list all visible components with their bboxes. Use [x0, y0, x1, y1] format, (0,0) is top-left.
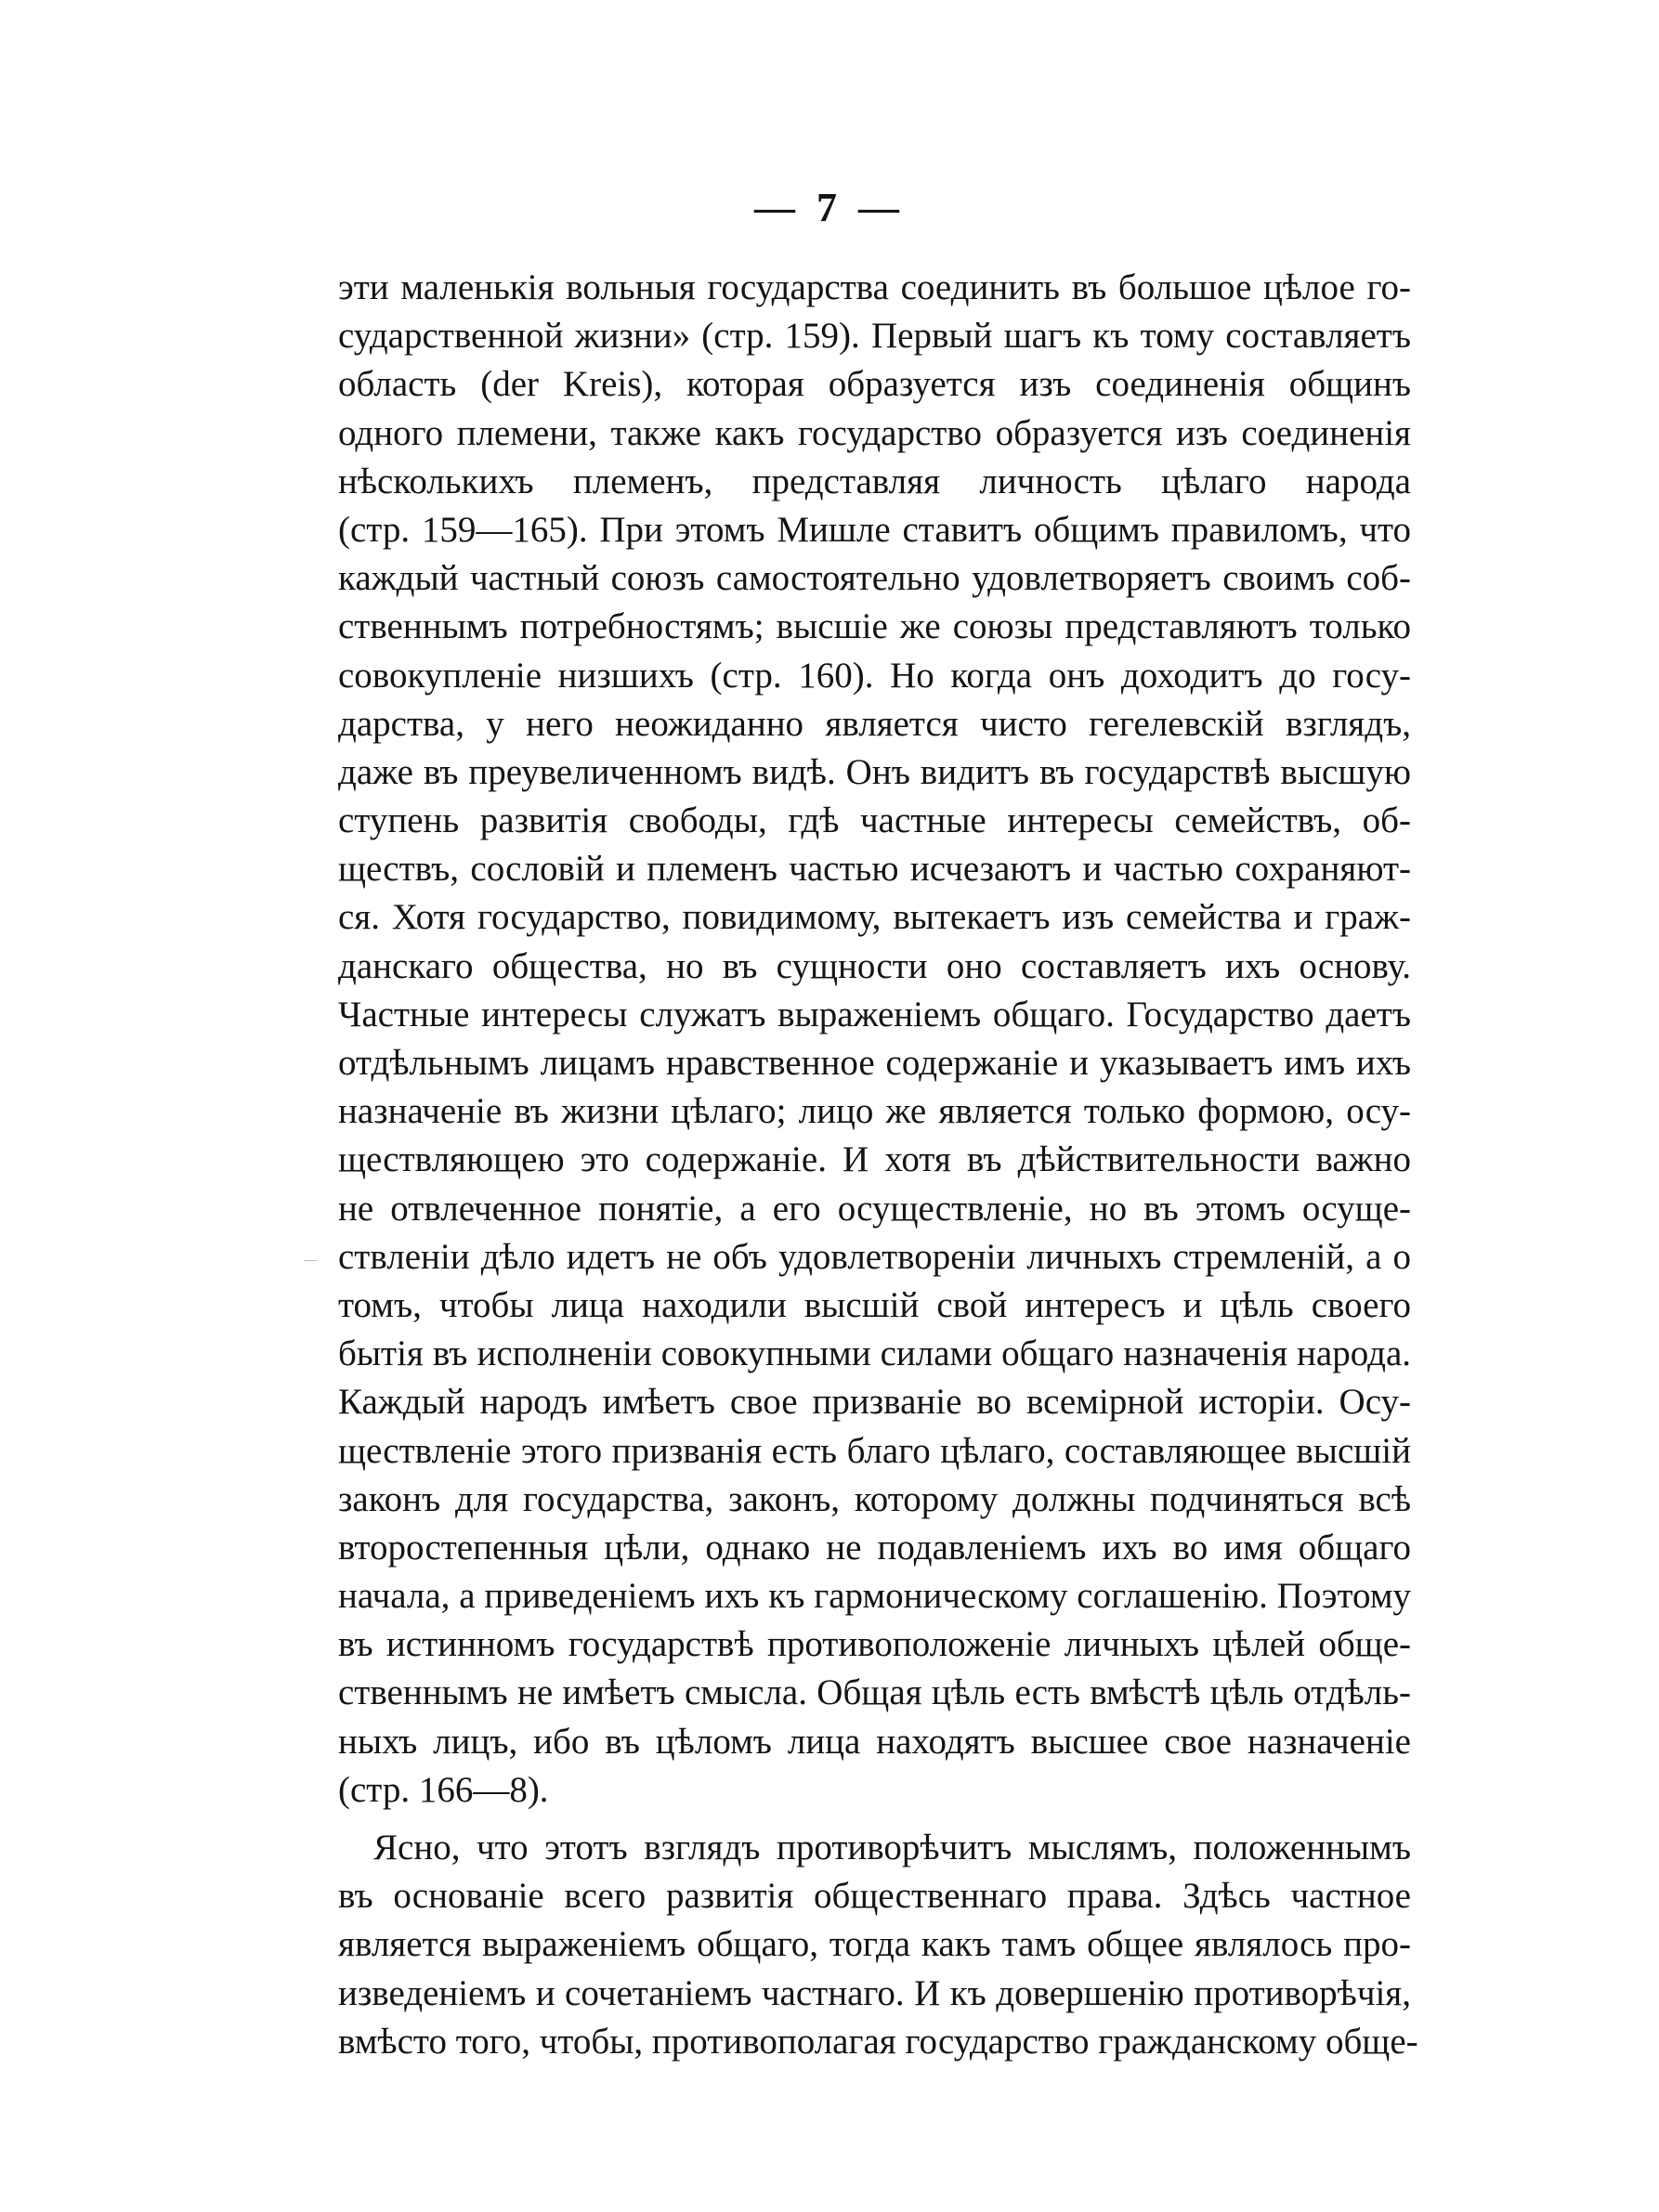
text-line: въ истинномъ государствѣ противоположеніе личныхъ цѣлей обще- [338, 1624, 1411, 1665]
text-line: ся. Хотя государство, повидимому, вытекаетъ изъ семейства и граж- [338, 897, 1411, 938]
text-line: вмѣсто того, чтобы, противополагая государство гражданскому обще- [338, 2021, 1418, 2062]
text-line: не отвлеченное понятіе, а его осуществленіе, но въ этомъ осуще- [338, 1188, 1411, 1229]
page-number: — 7 — [754, 185, 905, 230]
text-line: нѣсколькихъ племенъ, представляя личность цѣлаго народа [338, 461, 1411, 501]
text-line: эти маленькія вольныя государства соединить въ большое цѣлое го- [338, 267, 1411, 307]
text-line: ственнымъ потребностямъ; высшіе же союзы представляютъ только [338, 606, 1411, 647]
text-line: данскаго общества, но въ сущности оно составляетъ ихъ основу. [338, 945, 1411, 986]
text-line: ственнымъ не имѣетъ смысла. Общая цѣль есть вмѣстѣ цѣль отдѣль- [338, 1672, 1411, 1713]
text-line: совокупленіе низшихъ (стр. 160). Но когда онъ доходитъ до госу- [338, 655, 1411, 696]
text-line: даже въ преувеличенномъ видѣ. Онъ видитъ въ государствѣ высшую [338, 751, 1411, 792]
text-line: назначеніе въ жизни цѣлаго; лицо же является только формою, осу- [338, 1091, 1411, 1132]
margin-mark [304, 1260, 317, 1261]
text-line: Ясно, что этотъ взглядъ противорѣчитъ мыслямъ, положеннымъ [373, 1828, 1411, 1867]
text-line: законъ для государства, законъ, которому должны подчиняться всѣ [338, 1478, 1411, 1519]
text-line: каждый частный союзъ самостоятельно удовлетворяетъ своимъ соб- [338, 558, 1411, 599]
text-line: одного племени, также какъ государство образуется изъ соединенія [338, 412, 1411, 453]
text-line: ныхъ лицъ, ибо въ цѣломъ лица находятъ высшее свое назначеніе [338, 1721, 1411, 1762]
text-line: (стр. 166—8). [338, 1769, 549, 1810]
text-line: сударственной жизни» (стр. 159). Первый шагъ къ тому составляетъ [338, 316, 1411, 357]
text-line: является выраженіемъ общаго, тогда какъ тамъ общее являлось про- [338, 1924, 1411, 1965]
text-line: ществленіе этого призванія есть благо цѣлаго, составляющее высшій [338, 1430, 1411, 1471]
text-line: ществъ, сословій и племенъ частью исчезаютъ и частью сохраняют- [338, 849, 1411, 890]
text-line: область (der Kreis), которая образуется изъ соединенія общинъ [338, 364, 1411, 405]
text-line: второстепенныя цѣли, однако не подавленіемъ ихъ во имя общаго [338, 1527, 1411, 1568]
text-line: томъ, чтобы лица находили высшій свой интересъ и цѣль своего [338, 1284, 1411, 1325]
paragraph-2 [338, 1824, 1418, 2066]
text-line: дарства, у него неожиданно является чисто гегелевскій взглядъ, [338, 703, 1411, 744]
paragraph-gap [338, 1815, 1411, 1824]
text-line: бытія въ исполненіи совокупными силами общаго назначенія народа. [338, 1334, 1411, 1374]
text-line: изведеніемъ и сочетаніемъ частнаго. И къ довершенію противорѣчія, [338, 1972, 1411, 2013]
text-line: ствленіи дѣло идетъ не объ удовлетвореніи личныхъ стремленій, а о [338, 1236, 1411, 1277]
text-line: отдѣльнымъ лицамъ нравственное содержаніе и указываетъ имъ ихъ [338, 1043, 1411, 1083]
text-line: ществляющею это содержаніе. И хотя въ дѣйствительности важно [338, 1139, 1411, 1180]
body-text [338, 264, 1418, 2066]
text-line: начала, а приведеніемъ ихъ къ гармоническому соглашенію. Поэтому [338, 1576, 1411, 1617]
paragraph-1 [338, 264, 1411, 1815]
text-line: Каждый народъ имѣетъ свое призваніе во всемірной исторіи. Осу- [338, 1382, 1411, 1423]
text-line: Частные интересы служатъ выраженіемъ общаго. Государство даетъ [338, 994, 1411, 1034]
text-line: ступень развитія свободы, гдѣ частные интересы семействъ, об- [338, 800, 1411, 841]
text-line: въ основаніе всего развитія общественнаго права. Здѣсь частное [338, 1876, 1411, 1917]
text-line: (стр. 159—165). При этомъ Мишле ставитъ общимъ правиломъ, что [338, 509, 1411, 550]
